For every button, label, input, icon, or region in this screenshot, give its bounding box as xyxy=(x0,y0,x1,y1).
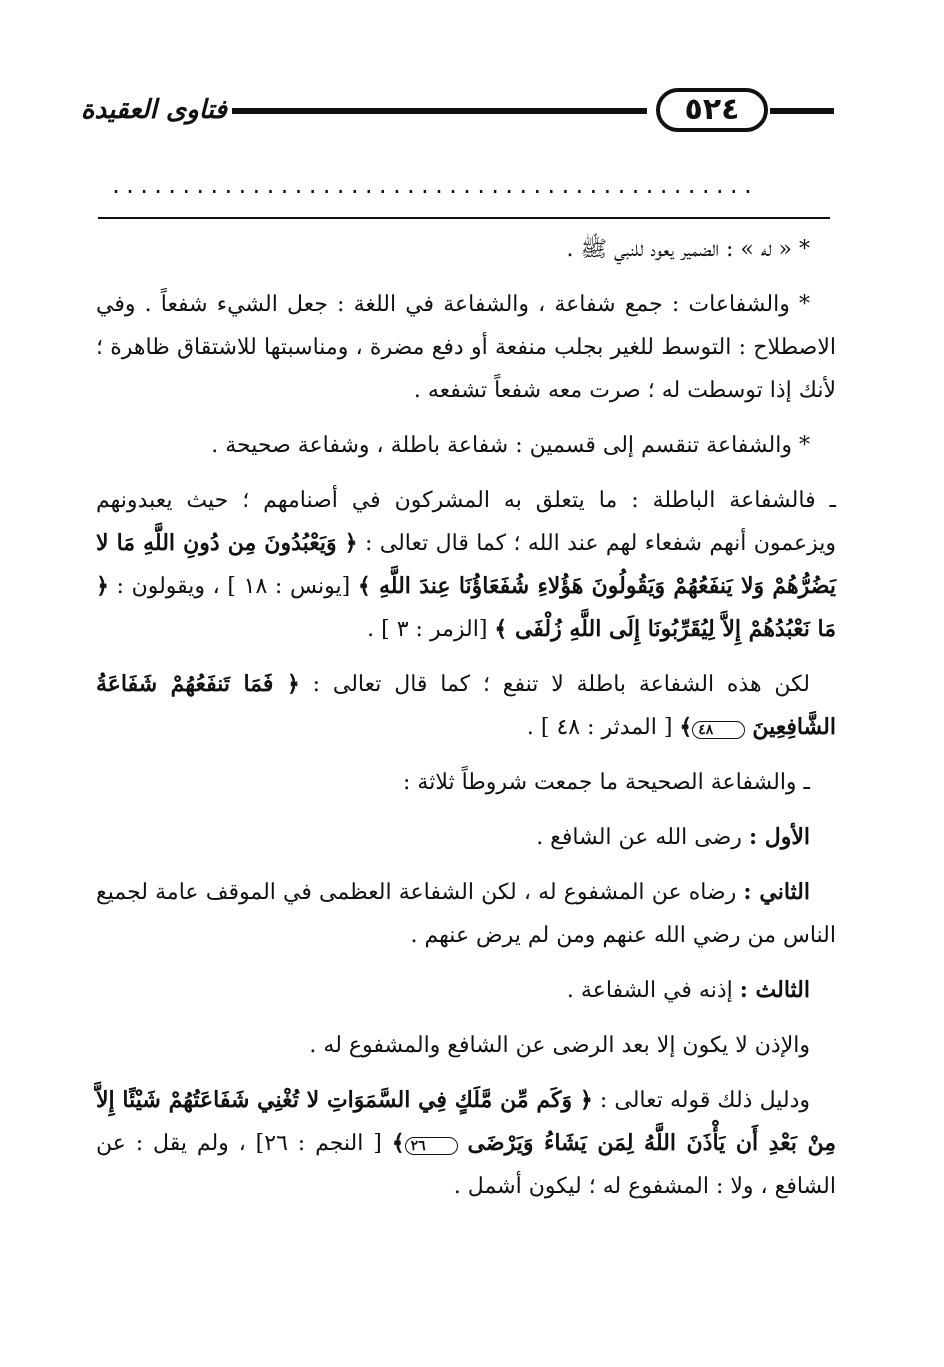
verse-number-badge: ٤٨ xyxy=(692,721,745,739)
condition-text: إذنه في الشفاعة . xyxy=(566,978,740,1003)
quran-verse-najm: ﴿ وَكَم مِّن مَّلَكٍ فِي السَّمَوَاتِ لا تُغْنِي شَفَاعَتُهُمْ شَيْئًا إِلاَّ مِنْ بَعْدِ أَن يَأْذَنَ اللَّهُ لِمَن يَشَاءُ وَيَرْضَى xyxy=(96,1087,836,1156)
running-header xyxy=(80,88,834,136)
condition-second xyxy=(96,871,836,957)
footnote-separator xyxy=(98,217,830,219)
paragraph-false-intercession xyxy=(96,479,836,651)
page-body xyxy=(96,228,836,1220)
condition-text: رضى الله عن الشافع . xyxy=(536,825,749,850)
condition-label: الثاني : xyxy=(743,879,810,905)
paragraph-permission: والإذن لا يكون إلا بعد الرضى عن الشافع والمشفوع له . xyxy=(309,1033,810,1058)
text-run: لكن هذه الشفاعة باطلة لا تنفع ؛ كما قال تعالى : xyxy=(299,672,810,697)
text-run: ـ فالشفاعة الباطلة : ما يتعلق به المشركون في أصنامهم ؛ حيث يعبدونهم ويزعمون أنهم شفعاء لهم عند الله ؛ كما قال تعالى : xyxy=(96,488,836,556)
text-run: [ النجم : ٢٦] ، ولم يقل : عن الشافع ، ولا : المشفوع له ؛ ليكون أشمل . xyxy=(96,1131,836,1199)
book-title: فتاوى العقيدة xyxy=(80,95,227,125)
text-run: [الزمر : ٣ ] . xyxy=(367,617,495,642)
quran-bracket-close: ﴾ xyxy=(679,714,693,740)
header-rule-left xyxy=(232,108,647,114)
paragraph-valid-conditions: ـ والشفاعة الصحيحة ما جمعت شروطاً ثلاثة : xyxy=(403,770,810,795)
text-run: [ المدثر : ٤٨ ] . xyxy=(526,715,680,740)
footnote-dots: .............................................. xyxy=(110,176,756,196)
quran-verse-zumar: ﴿ مَا نَعْبُدُهُمْ إِلاَّ لِيُقَرِّبُونَا إِلَى اللَّهِ زُلْفَى ﴾ xyxy=(96,573,836,642)
footnote-paragraph-3: * والشفاعة تنقسم إلى قسمين : شفاعة باطلة ، وشفاعة صحيحة . xyxy=(211,433,810,458)
header-rule-right xyxy=(770,108,834,114)
condition-text: رضاه عن المشفوع له ، لكن الشفاعة العظمى في الموقف عامة لجميع الناس من رضي الله عنهم ومن لم يرض عنهم . xyxy=(96,880,836,948)
quran-verse-muddathir: ﴿ فَمَا تَنفَعُهُمْ شَفَاعَةُ الشَّافِعِينَ xyxy=(96,671,836,740)
condition-label: الثالث : xyxy=(739,977,810,1003)
page-number: ٥٢٤ xyxy=(656,88,768,132)
paragraph-no-benefit xyxy=(96,663,836,749)
quran-bracket-close: ﴾ xyxy=(391,1130,405,1156)
paragraph-evidence xyxy=(96,1079,836,1208)
text-run: [يونس : ١٨ ] ، ويقولون : xyxy=(108,574,358,599)
verse-number-badge: ٢٦ xyxy=(405,1137,458,1155)
text-run: ودليل ذلك قوله تعالى : xyxy=(592,1088,810,1113)
footnote-paragraph-2: * والشفاعات : جمع شفاعة ، والشفاعة في اللغة : جعل الشيء شفعاً . وفي الاصطلاح : التوسط للغير بجلب منفعة أو دفع مضرة ، ومناسبتها للاشتقاق ظاهرة ؛ لأنك إذا توسطت له ؛ صرت معه شفعاً تشفعه . xyxy=(96,292,836,403)
condition-first xyxy=(96,816,836,859)
condition-label: الأول : xyxy=(748,824,810,850)
quran-verse-yunus: ﴿ وَيَعْبُدُونَ مِن دُونِ اللَّهِ مَا لا يَضُرُّهُمْ وَلا يَنفَعُهُمْ وَيَقُولُونَ هَؤُلاءِ شُفَعَاؤُنَا عِندَ اللَّهِ ﴾ xyxy=(96,530,837,599)
condition-third xyxy=(96,969,836,1012)
footnote-paragraph-1: * « له » : الضمير يعود للنبي ﷺ . xyxy=(566,237,810,262)
